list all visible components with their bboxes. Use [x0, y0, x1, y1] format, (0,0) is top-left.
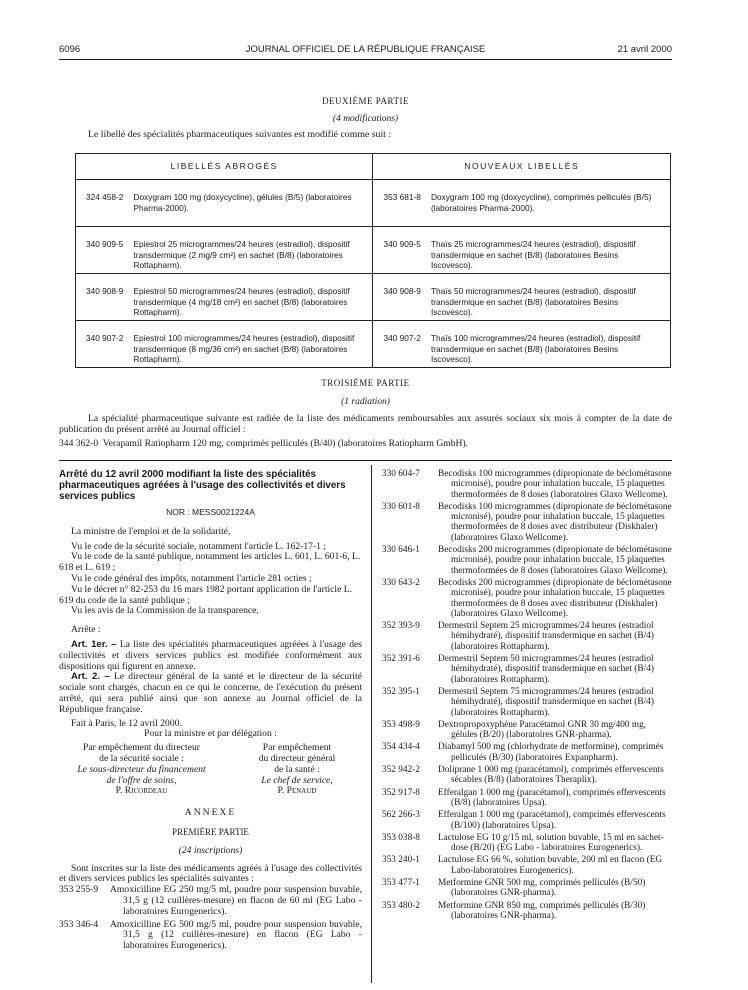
entry-text: Amoxicilline EG 500 mg/5 ml, poudre pour suspension buvable, 31,5 g (12 cuillères-mesure) en flacon (EG Labo - laboratoires Eurogenerics). [110, 918, 362, 952]
list-item [382, 621, 672, 652]
annexe-subtitle: (24 inscriptions) [178, 844, 243, 856]
signatory-name: P. Penaud [277, 785, 317, 797]
sig-line: Le chef de service, [261, 774, 333, 786]
entry-code: 354 434-4 [382, 742, 420, 753]
list-item [382, 720, 672, 741]
part3-intro: La spécialité pharmaceutique suivante est radiée de la liste des médicaments remboursables aux assurés sociaux six mois à compter de la date de publication du présent arrêté au Journal officiel : [59, 413, 672, 435]
table-row [76, 180, 671, 227]
arrete-column [59, 469, 362, 952]
old-code: 340 908-9 [76, 274, 134, 321]
entry-code: 352 391-6 [382, 654, 420, 665]
new-label: Thaïs 100 microgrammes/24 heures (estradiol), dispositif transdermique en sachet (B/8) (laboratoires Besins Iscovesco). [431, 321, 671, 368]
annexe-entries-column [382, 469, 672, 923]
list-item [382, 855, 672, 876]
list-item [59, 885, 362, 917]
entry-code: 352 393-9 [382, 621, 420, 632]
entry-text: Efferalgan 1 000 mg (paracétamol), comprimés effervescents (B/8) (laboratoires Upsa). [438, 787, 666, 808]
table-row [76, 227, 671, 274]
sig-line: de la sécurité sociale : [99, 752, 184, 764]
entry-text: Becodisks 100 microgrammes (dipropionate de béclométasone micronisé), poudre pour inhalation buccale, 15 plaquettes thermoformées de 8 doses avec distributeur (Diskhaler) (laboratoires Glaxo Wellcome). [438, 501, 672, 543]
list-item [382, 578, 672, 619]
entry-text: Lactulose EG 66 %, solution buvable, 200 ml en flacon (EG Labo-laboratoires Eurogenerics). [438, 855, 663, 876]
article-1-text: La liste des spécialités pharmaceutiques agréées à l'usage des collectivités et divers services publics est modifiée conformément aux dispositions qui figurent en annexe. [59, 638, 362, 672]
table-row [76, 274, 671, 321]
for-minister: Pour la ministre et par délégation : [144, 728, 277, 740]
list-item [382, 878, 672, 899]
signatures [59, 743, 362, 797]
arrete-visa: Vu les avis de la Commission de la transparence, [71, 605, 259, 617]
entry-text: Amoxicilline EG 250 mg/5 ml, poudre pour suspension buvable, 31,5 g (12 cuillères-mesure) en flacon de 60 ml (EG Labo - laboratoires Eurogenerics). [110, 884, 362, 917]
entry-code: 353 038-8 [382, 832, 420, 843]
part2-intro: Le libellé des spécialités pharmaceutiques suivantes est modifié comme suit : [88, 129, 392, 140]
entry-text: Diabamyl 500 mg (chlorhydrate de metformine), comprimés pelliculés (B/30) (laboratoires Expanpharm). [438, 742, 664, 763]
list-item [382, 469, 672, 500]
entry-code: 353 346-4 [59, 918, 99, 930]
col-new-header: NOUVEAUX LIBELLÉS [373, 154, 671, 180]
list-item [382, 654, 672, 685]
old-code: 324 458-2 [76, 180, 134, 227]
entry-text: Metformine GNR 850 mg, comprimés pelliculés (B/30) (laboratoires GNR-pharma). [438, 900, 646, 921]
new-code: 340 909-5 [373, 227, 431, 274]
section-rule [59, 460, 672, 461]
list-item [59, 920, 362, 952]
list-item [382, 502, 672, 543]
arrete-visa: Vu le décret n° 82-253 du 16 mars 1982 portant application de l'article L. 619 du code de la santé publique ; [59, 583, 352, 606]
part2-subtitle: (4 modifications) [332, 114, 399, 124]
old-label: Epiestrol 50 microgrammes/24 heures (estradiol), dispositif transdermique (4 mg/18 cm²) en sachet (B/8) (laboratoires Rottapharm). [133, 274, 373, 321]
arrete-nor: NOR : MESS0021224A [166, 507, 255, 517]
part3-entry: 344 362-0 Verapamil Ratiopharm 120 mg, comprimés pelliculés (B/40) (laboratoires Ratiopharm GmbH). [59, 438, 469, 449]
annexe-part: PREMIÈRE PARTIE [172, 826, 249, 837]
article-2-text: Le directeur général de la santé et le directeur de la sécurité sociale sont chargés, chacun en ce qui le concerne, de l'exécution du présent arrêté, qui sera publié ainsi que son annexe au Journal officiel de la République française. [59, 671, 362, 715]
entry-code: 562 266-3 [382, 810, 420, 821]
arrete-visa: Vu le code de la sécurité sociale, notamment l'article L. 162-17-1 ; [71, 540, 327, 552]
entry-text: Efferalgan 1 000 mg (paracétamol), comprimés effervescents (B/100) (laboratoires Upsa). [438, 810, 666, 831]
sig-line: de la santé : [274, 763, 320, 775]
entry-code: 330 643-2 [382, 577, 420, 588]
article-2-label: Art. 2. – [71, 671, 110, 683]
signatory-name: P. Ricordeau [115, 785, 168, 797]
list-item [382, 810, 672, 831]
sig-line: Le sous-directeur du financement [77, 763, 206, 775]
article-2 [59, 672, 362, 715]
new-code: 353 681-8 [373, 180, 431, 227]
header-rule [59, 59, 672, 60]
entry-text: Becodisks 100 microgrammes (dipropionate de béclométasone micronisé), poudre pour inhalation buccale, 15 plaquettes thermoformées de 8 doses (laboratoires Glaxo Wellcome). [438, 469, 672, 500]
list-item [382, 545, 672, 576]
entry-text: Dermestril Septem 75 microgrammes/24 heures (estradiol hémihydraté), dispositif transdermique en sachet (B/4) (laboratoires Rottapharm). [438, 686, 654, 718]
old-label: Doxygram 100 mg (doxycycline), gélules (B/5) (laboratoires Pharma-2000). [133, 180, 373, 227]
new-label: Thaïs 50 microgrammes/24 heures (estradiol), dispositif transdermique en sachet (B/8) (laboratoires Besins Iscovesco). [431, 274, 671, 321]
entry-code: 352 942-2 [382, 765, 420, 776]
old-label: Epiestrol 25 microgrammes/24 heures (estradiol), dispositif transdermique (2 mg/9 cm²) en sachet (B/8) (laboratoires Rottapharm). [133, 227, 373, 274]
entry-code: 353 477-1 [382, 877, 420, 888]
list-item [382, 788, 672, 809]
arrete-title: Arrêté du 12 avril 2000 modifiant la liste des spécialités pharmaceutiques agréées à l'usage des collectivités et divers services publics [59, 469, 346, 502]
old-code: 340 909-5 [76, 227, 134, 274]
arrete-word: Arrête : [71, 624, 101, 636]
entry-code: 353 480-2 [382, 900, 420, 911]
signature-right [232, 743, 362, 797]
list-item [382, 687, 672, 718]
entry-text: Becodisks 200 microgrammes (dipropionate de béclométasone micronisé), poudre pour inhalation buccale, 15 plaquettes thermoformées de 8 doses (laboratoires Glaxo Wellcome). [438, 545, 672, 576]
annexe-intro: Sont inscrites sur la liste des médicaments agréés à l'usage des collectivités et divers services publics les spécialités suivantes : [59, 862, 362, 885]
list-item [382, 833, 672, 854]
sig-line: Par empêchement du directeur [83, 742, 200, 754]
entry-text: Doliprane 1 000 mg (paracétamol), comprimés effervescents sécables (B/8) (laboratoires Theraplix). [438, 765, 664, 786]
entry-text: Dextropropoxyphène Paracétamol GNR 30 mg/400 mg, gélules (B/20) (laboratoires GNR-pharma). [438, 719, 647, 741]
new-label: Thaïs 25 microgrammes/24 heures (estradiol), dispositif transdermique en sachet (B/8) (laboratoires Besins Iscovesco). [431, 227, 671, 274]
annexe-title: ANNEXE [184, 807, 237, 819]
list-item [382, 742, 672, 763]
sig-line: du directeur général [258, 752, 336, 764]
part3-title: TROISIÈME PARTIE [321, 378, 410, 388]
entry-code: 330 604-7 [382, 469, 420, 479]
article-1 [59, 640, 362, 672]
column-divider [371, 465, 372, 983]
entry-code: 330 646-1 [382, 545, 420, 556]
table-row [76, 321, 671, 368]
arrete-visa: Vu le code de la santé publique, notamment les articles L. 601, L. 601-6, L. 618 et L. 619 ; [59, 551, 361, 574]
entry-code: 353 255-9 [59, 884, 99, 896]
sig-line: Par empêchement [262, 742, 332, 754]
list-item [382, 765, 672, 786]
new-code: 340 907-2 [373, 321, 431, 368]
entry-text: Becodisks 200 microgrammes (dipropionate de béclométasone micronisé), poudre pour inhalation buccale, 15 plaquettes thermoformées de 8 doses avec distributeur (Diskhaler) (laboratoires Glaxo Wellcome). [438, 577, 672, 619]
part2-title: DEUXIÈME PARTIE [322, 96, 409, 106]
arrete-minister: La ministre de l'emploi et de la solidarité, [71, 525, 231, 537]
new-code: 340 908-9 [373, 274, 431, 321]
journal-title: JOURNAL OFFICIEL DE LA RÉPUBLIQUE FRANÇAISE [245, 44, 486, 55]
list-item [382, 901, 672, 922]
done-at: Fait à Paris, le 12 avril 2000. [71, 717, 182, 729]
entry-text: Metformine GNR 500 mg, comprimés pelliculés (B/50) (laboratoires GNR-pharma). [438, 877, 646, 899]
entry-code: 353 498-9 [382, 719, 420, 730]
col-old-header: LIBELLÉS ABROGÉS [76, 154, 373, 180]
entry-text: Lactulose EG 10 g/15 ml, solution buvable, 15 ml en sachet-dose (B/20) (EG Labo - laboratoires Eurogenerics). [438, 832, 664, 854]
page-number: 6096 [59, 44, 81, 55]
entry-code: 353 240-1 [382, 855, 420, 866]
entry-code: 352 917-8 [382, 787, 420, 798]
article-1-label: Art. 1er. – [71, 638, 117, 650]
old-code: 340 907-2 [76, 321, 134, 368]
signature-left [59, 743, 224, 797]
entry-code: 352 395-1 [382, 686, 420, 697]
new-label: Doxygram 100 mg (doxycycline), comprimés pelliculés (B/5) (laboratoires Pharma-2000). [431, 180, 671, 227]
arrete-visa: Vu le code général des impôts, notamment l'article 281 octies ; [71, 572, 312, 584]
part3-subtitle: (1 radiation) [341, 397, 390, 407]
modifications-table [75, 153, 671, 368]
entry-code: 330 601-8 [382, 501, 420, 512]
entry-text: Dermestril Septem 50 microgrammes/24 heures (estradiol hémihydraté), dispositif transdermique en sachet (B/4) (laboratoires Rottapharm). [438, 654, 654, 685]
sig-line: de l'offre de soins, [106, 774, 177, 786]
page-date: 21 avril 2000 [617, 44, 672, 55]
entry-text: Dermestril Septem 25 microgrammes/24 heures (estradiol hémihydraté), dispositif transdermique en sachet (B/4) (laboratoires Rottapharm). [438, 621, 654, 652]
old-label: Epiestrol 100 microgrammes/24 heures (estradiol), dispositif transdermique (8 mg/36 cm²) en sachet (B/8) (laboratoires Rottapharm). [133, 321, 373, 368]
